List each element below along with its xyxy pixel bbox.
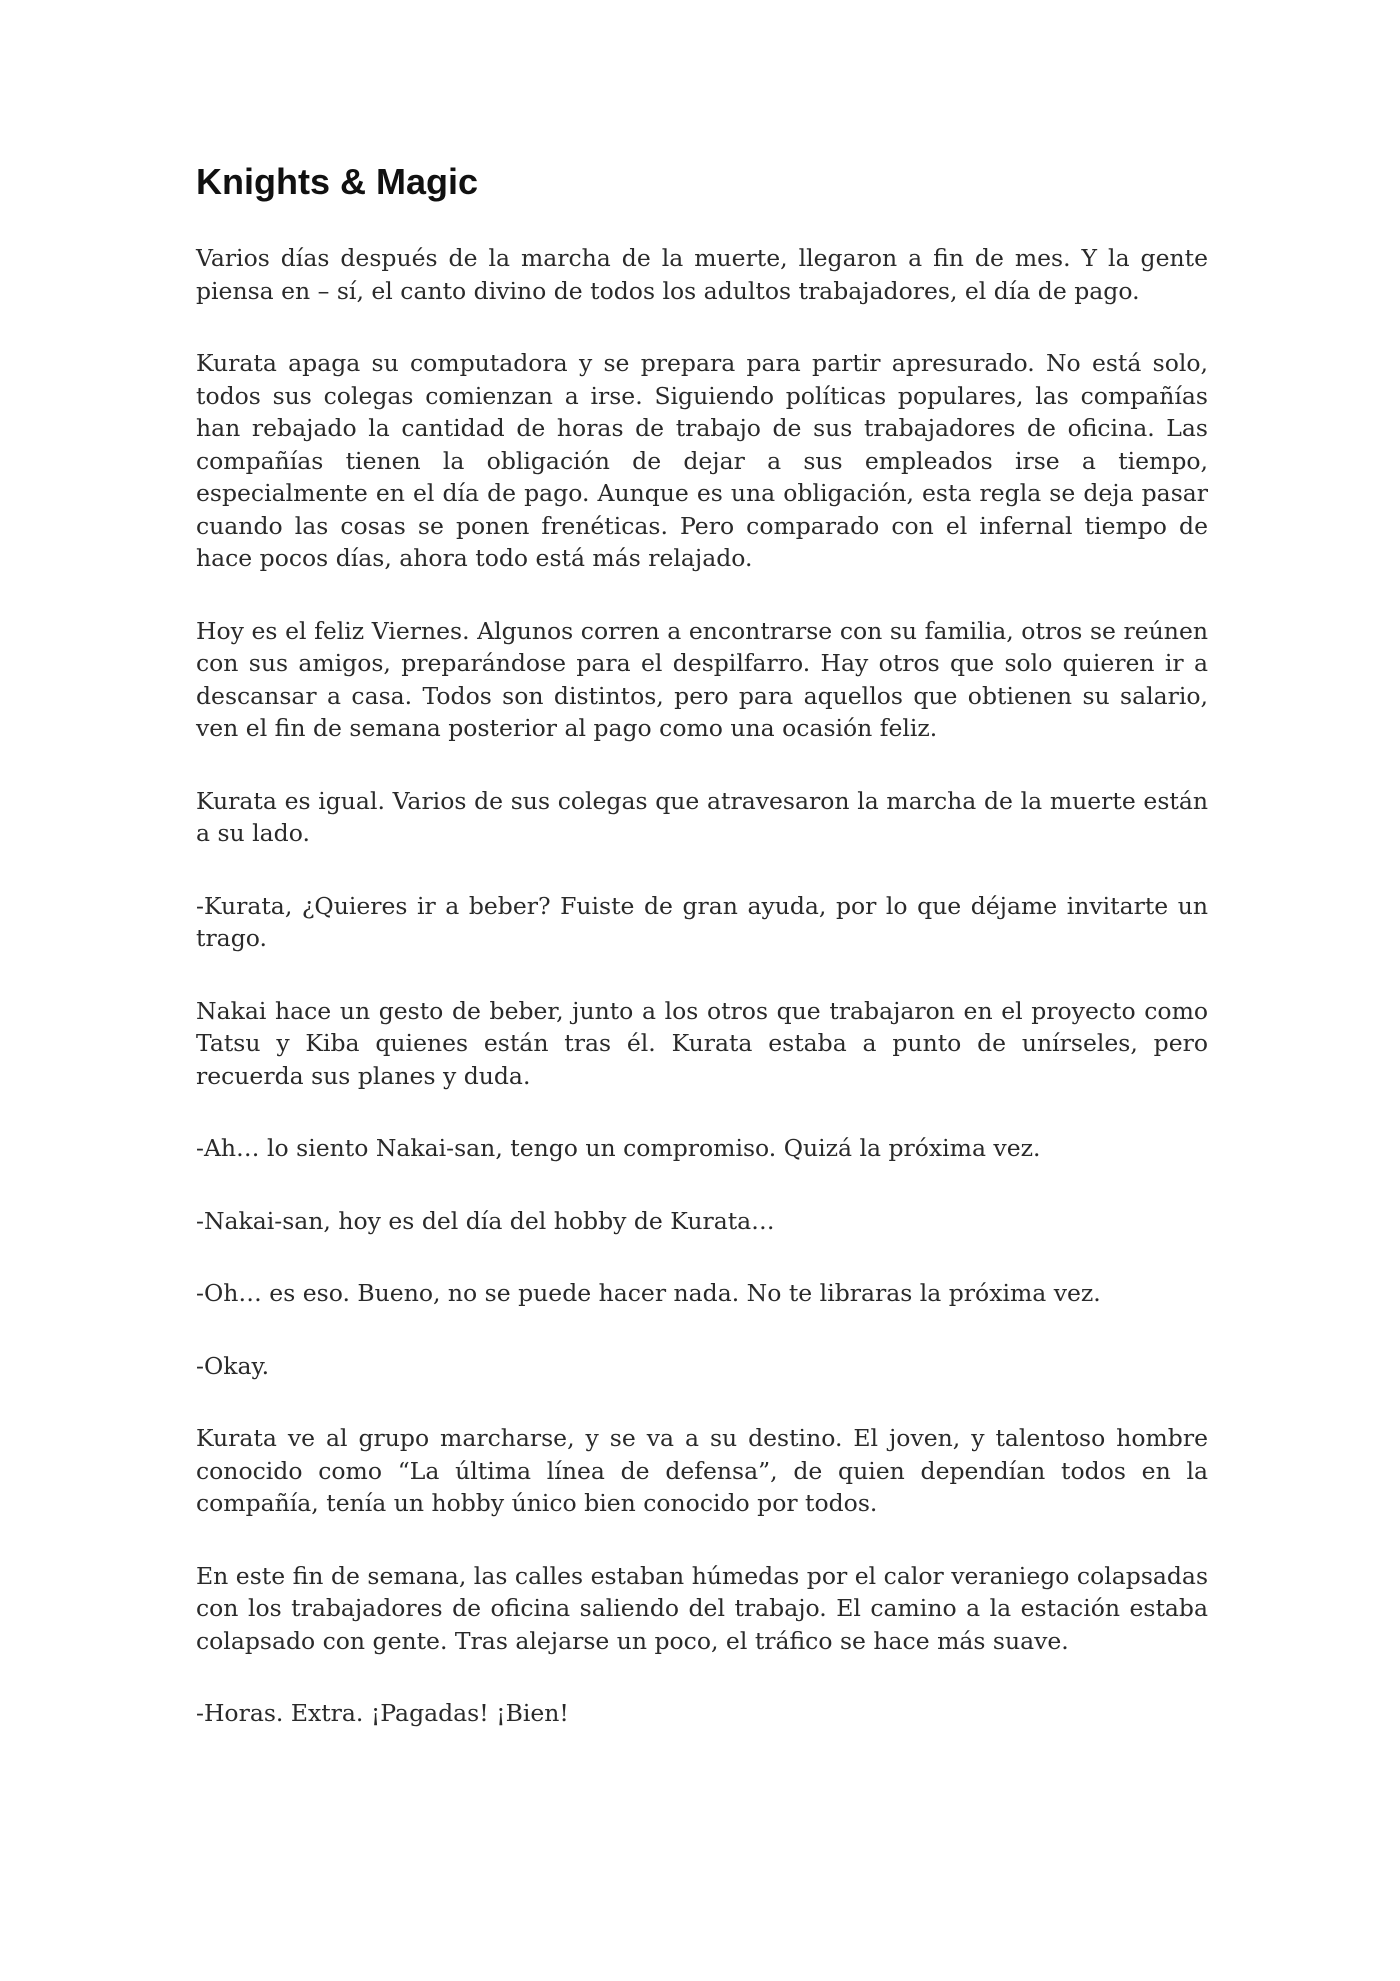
paragraph: Hoy es el feliz Viernes. Algunos corren a encontrarse con su familia, otros se reúnen con sus amigos, preparándose para el despilfarro. Hay otros que solo quieren ir a descansar a casa. Todos son distintos, pero para aquellos que obtienen su salario, ven el fin de semana posterior al pago como una ocasión feliz. <box>196 616 1208 742</box>
paragraph: Varios días después de la marcha de la muerte, llegaron a fin de mes. Y la gente piensa en – sí, el canto divino de todos los adultos trabajadores, el día de pago. <box>196 244 1208 305</box>
dialogue-line: -Horas. Extra. ¡Pagadas! ¡Bien! <box>196 1699 569 1727</box>
paragraph: Kurata ve al grupo marcharse, y se va a su destino. El joven, y talentoso hombre conocido como “La última línea de defensa”, de quien dependían todos en la compañía, tenía un hobby único bien conocido por todos. <box>196 1424 1208 1517</box>
dialogue-line: -Kurata, ¿Quieres ir a beber? Fuiste de gran ayuda, por lo que déjame invitarte un trago. <box>196 891 1208 952</box>
paragraph: Kurata es igual. Varios de sus colegas que atravesaron la marcha de la muerte están a su lado. <box>196 786 1208 847</box>
dialogue-line: -Oh… es eso. Bueno, no se puede hacer nada. No te libraras la próxima vez. <box>196 1279 1101 1307</box>
dialogue-line: -Nakai-san, hoy es del día del hobby de Kurata… <box>196 1206 775 1235</box>
paragraph: Nakai hace un gesto de beber, junto a los otros que trabajaron en el proyecto como Tatsu y Kiba quienes están tras él. Kurata estaba a punto de unírseles, pero recuerda sus planes y duda. <box>196 996 1208 1090</box>
dialogue-line: -Okay. <box>196 1351 270 1380</box>
document-page <box>196 160 1208 1770</box>
paragraph: Kurata apaga su computadora y se prepara para partir apresurado. No está solo, todos sus colegas comienzan a irse. Siguiendo políticas populares, las compañías han rebajado la cantidad de horas de trabajo de sus trabajadores de oficina. Las compañías tienen la obligación de dejar a sus empleados irse a tiempo, especialmente en el día de pago. Aunque es una obligación, esta regla se deja pasar cuando las cosas se ponen frenéticas. Pero comparado con el infernal tiempo de hace pocos días, ahora todo está más relajado. <box>196 349 1208 572</box>
paragraph: En este fin de semana, las calles estaban húmedas por el calor veraniego colapsadas con los trabajadores de oficina saliendo del trabajo. El camino a la estación estaba colapsado con gente. Tras alejarse un poco, el tráfico se hace más suave. <box>196 1561 1208 1655</box>
dialogue-line: -Ah… lo siento Nakai-san, tengo un compromiso. Quizá la próxima vez. <box>196 1134 1041 1162</box>
document-title: Knights & Magic <box>196 161 479 202</box>
